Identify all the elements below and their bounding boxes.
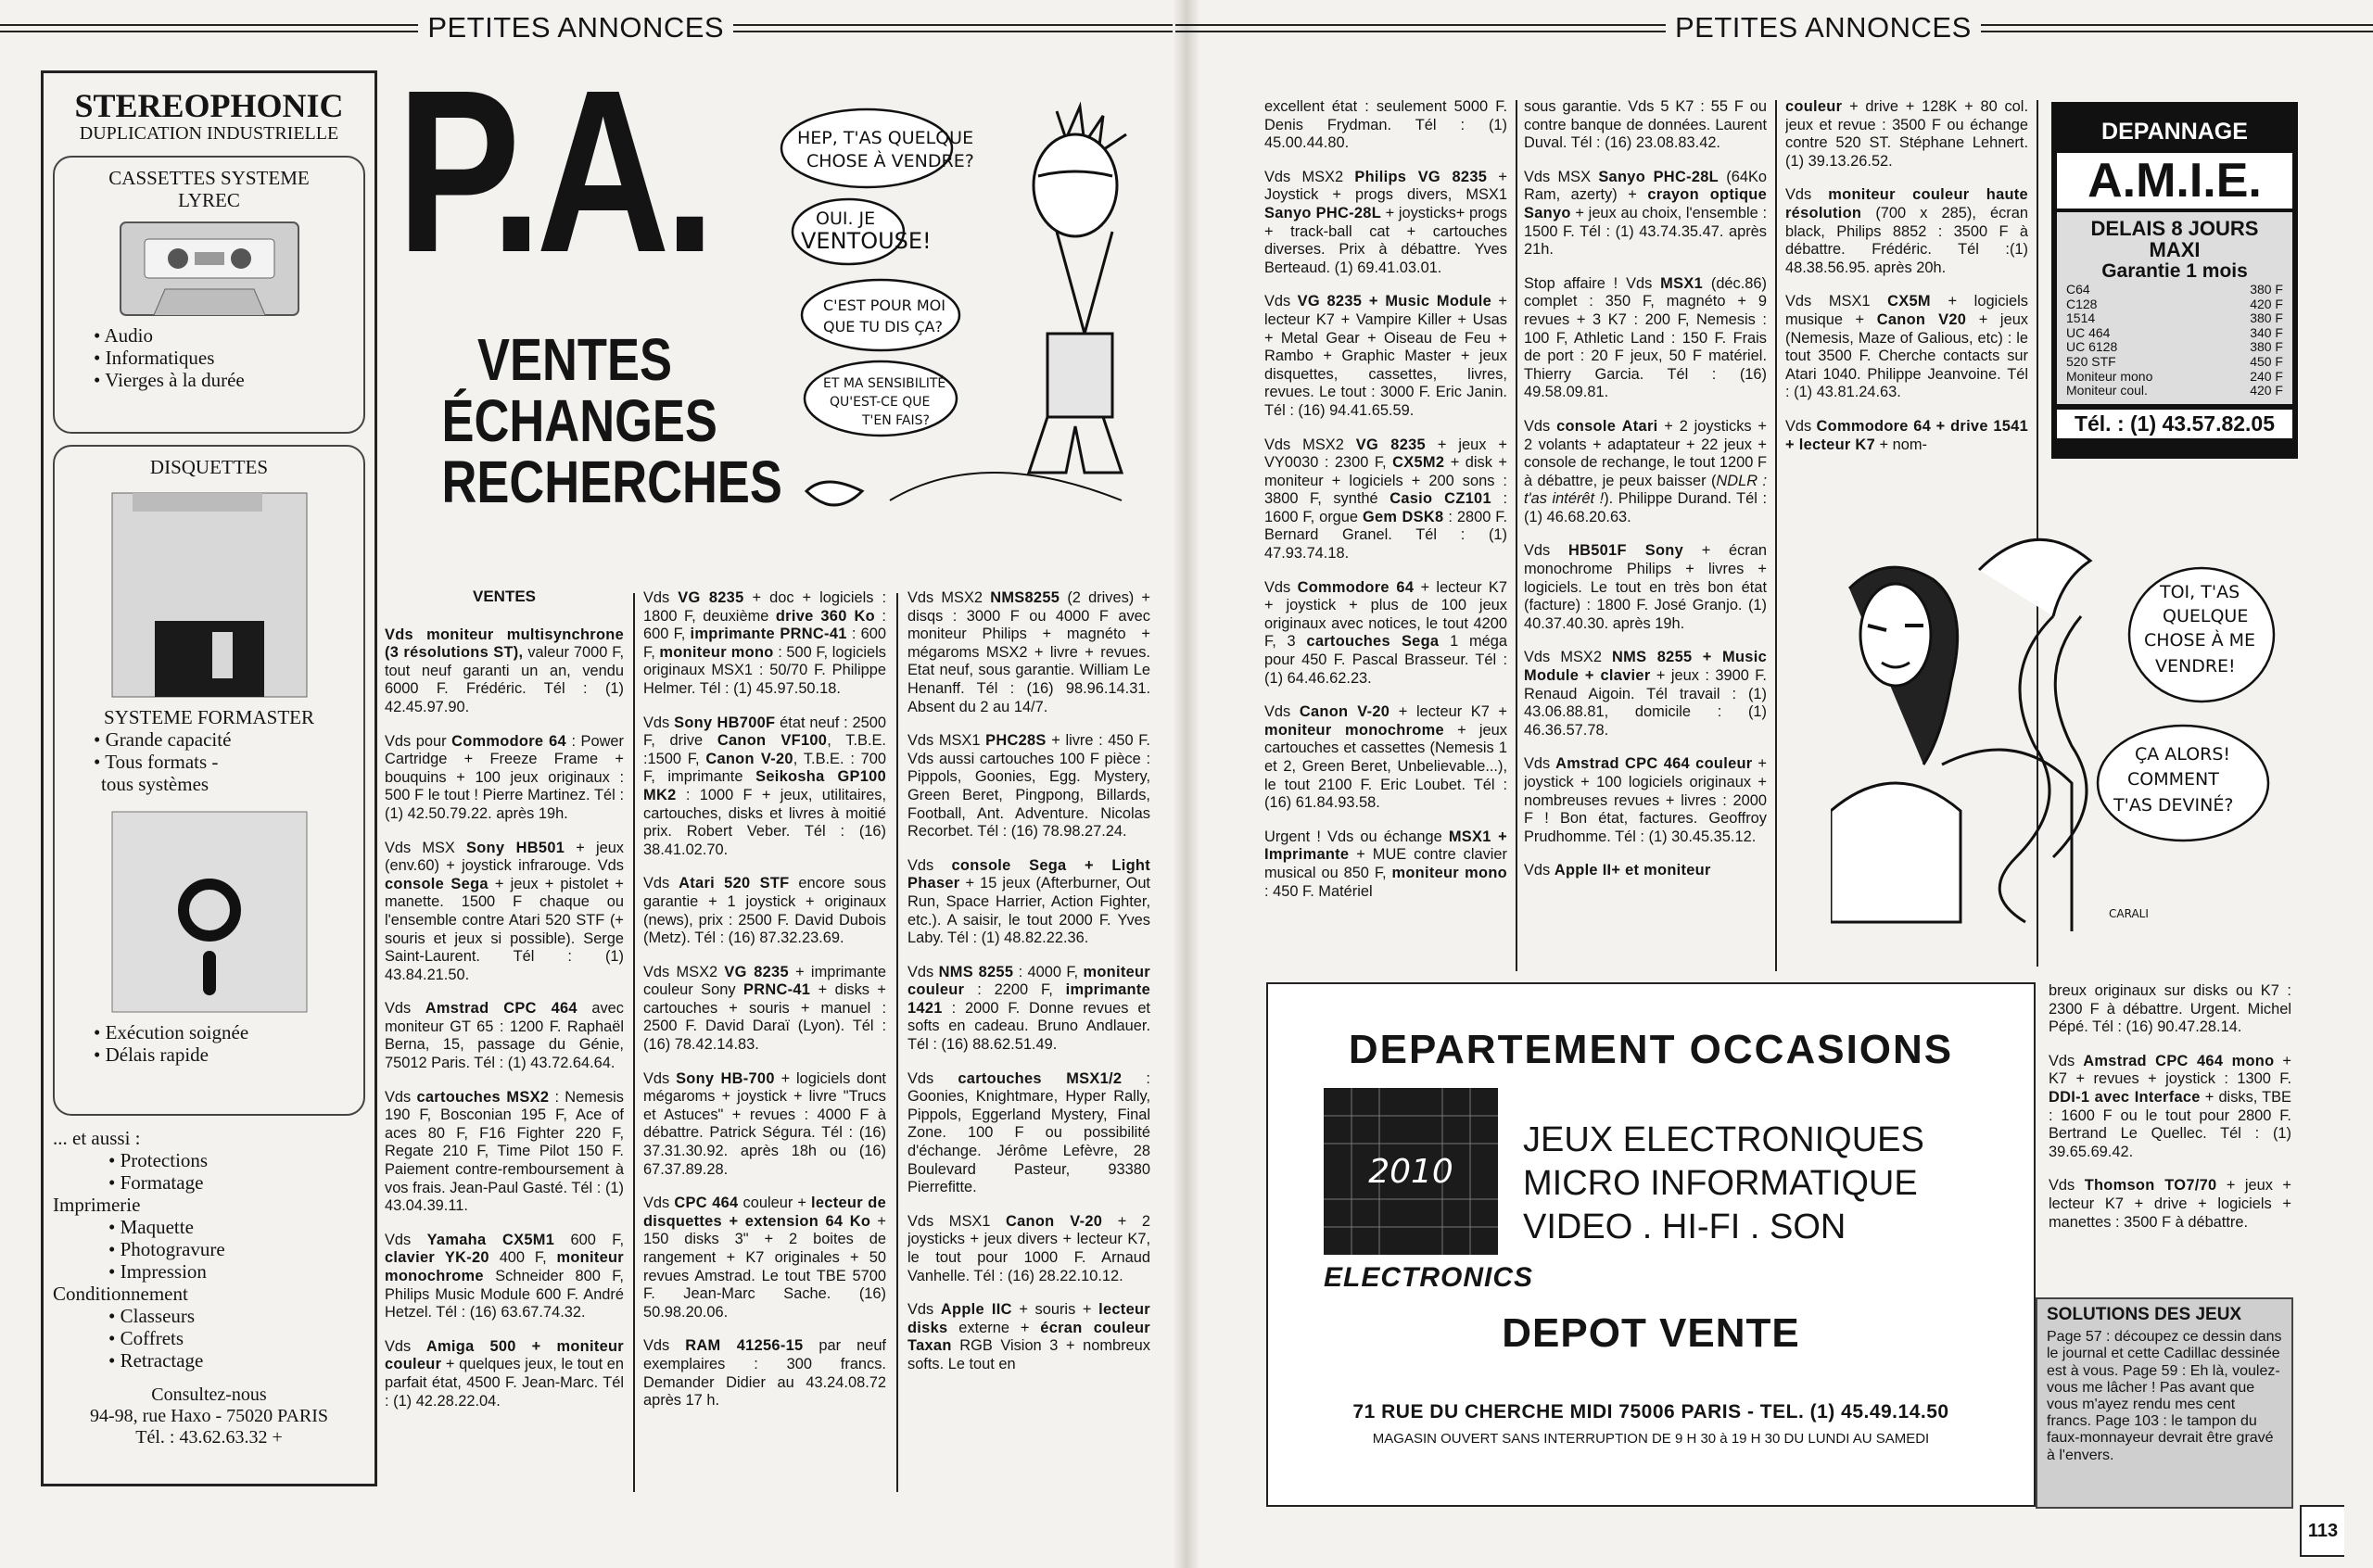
bubble-text: QUE TU DIS ÇA? <box>823 318 943 335</box>
price-value: 420 F <box>2250 383 2283 398</box>
pa-subtitle-line: VENTES <box>477 326 672 393</box>
classified-ad: Vds Thomson TO7/70 + jeux + lecteur K7 + drive + logiciels + manettes : 3500 F à débattre. <box>2049 1177 2291 1231</box>
bubble-text: CHOSE À VENDRE? <box>806 151 974 171</box>
bubble-text: HEP, T'AS QUELQUE <box>797 128 974 148</box>
ventes-heading: VENTES <box>472 588 537 605</box>
page-gutter <box>1173 0 1200 1568</box>
bubble-text: TOI, T'AS <box>2160 582 2240 602</box>
cassette-icon <box>117 217 302 319</box>
price-item: C64 <box>2066 282 2090 297</box>
stereophonic-ad <box>41 70 377 1486</box>
cassette-item: • Audio <box>94 324 153 347</box>
address-line: Tél. : 43.62.63.32 + <box>135 1427 283 1448</box>
cond-item: • Retractage <box>108 1349 204 1372</box>
logo-text: ELECTRONICS <box>1324 1262 1534 1293</box>
classified-ad: Vds cartouches MSX2 : Nemesis 190 F, Bosconian 195 F, Ace of aces 80 F, F16 Fighter 220 F, Regate 210 F, Time Pilot 150 F. Paiement contre-remboursement à vos frais. Jean-Paul Gasté. Tél : (1) 43.04.39.11. <box>385 1088 624 1215</box>
price-row <box>2066 297 2283 312</box>
classified-ad: Vds pour Commodore 64 : Power Cartridge + Freeze Frame + bouquins + 100 jeux originaux : 500 F le tout ! Pierre Martinez. Tél : (1) 42.50.79.22. après 19h. <box>385 732 624 822</box>
exec-item: • Exécution soignée <box>94 1021 249 1043</box>
price-value: 340 F <box>2250 324 2283 340</box>
signature: CARALI <box>2109 907 2149 920</box>
bubble-text: ET MA SENSIBILITÉ <box>823 376 946 391</box>
pa-title: P.A. <box>397 42 710 300</box>
classified-ad: excellent état : seulement 5000 F. Denis Frydman. Tél : (1) 45.00.44.80. <box>1264 98 1507 152</box>
bubble-text: COMMENT <box>2127 769 2219 790</box>
logo-grid-icon <box>1324 1088 1498 1255</box>
classified-ad: Vds VG 8235 + Music Module + lecteur K7 + Vampire Killer + Usas + Metal Gear + Oiseau de Feu + Rambo + Graphic Master + jeux disquettes, cassettes, livres, revues. Le tout : 3000 F. Eric Janin. Tél : (16) 94.41.65.59. <box>1264 293 1507 419</box>
exec-item: • Délais rapide <box>94 1043 209 1066</box>
ads-column-4 <box>1264 98 1507 969</box>
cassettes-title: CASSETTES SYSTEME LYREC <box>108 167 310 211</box>
bubble-text: OUI. JE <box>816 209 876 229</box>
formaster-item: • Grande capacité <box>94 728 232 751</box>
classified-ad: Vds Apple II+ et moniteur <box>1524 862 1711 879</box>
price-item: Moniteur coul. <box>2066 383 2148 398</box>
classified-ad: Vds MSX Sony HB501 + jeux (env.60) + joystick infrarouge. Vds console Sega + jeux + pistolet + manette. 1500 F chaque ou l'ensemble contre Atari 520 STF (+ souris et jeux si possible). Serge Saint-Laurent. Tél : (1) 43.84.21.50. <box>385 839 624 983</box>
price-item: 520 STF <box>2066 353 2116 369</box>
price-value: 240 F <box>2250 368 2283 384</box>
classified-ad: Vds MSX2 NMS 8255 + Music Module + clavier + jeux : 3900 F. Renaud Aigoin. Tél travail : (1) 43.06.88.81, domicile : (1) 46.36.57.78. <box>1524 649 1767 739</box>
price-value: 380 F <box>2250 339 2283 355</box>
price-row <box>2066 326 2283 341</box>
occasions-line: JEUX ELECTRONIQUES <box>1523 1120 1924 1159</box>
classified-ad: Vds Amiga 500 + moniteur couleur + quelques jeux, le tout en parfait état, 4500 F. Jean-Marc. Tél : (1) 42.28.22.04. <box>385 1337 624 1410</box>
price-item: Moniteur mono <box>2066 368 2153 384</box>
column-rule <box>633 593 635 1492</box>
cond-item: • Coffrets <box>108 1327 184 1349</box>
cond-label: Conditionnement <box>53 1283 188 1305</box>
price-row <box>2066 283 2283 297</box>
occasions-address: 71 RUE DU CHERCHE MIDI 75006 PARIS - TEL. (1) 45.49.14.50 <box>1352 1401 1949 1423</box>
price-row <box>2066 340 2283 355</box>
depot-vente: DEPOT VENTE <box>1502 1310 1800 1356</box>
occasions-hours: MAGASIN OUVERT SANS INTERRUPTION DE 9 H 30 à 19 H 30 DU LUNDI AU SAMEDI <box>1372 1431 1930 1447</box>
price-item: 1514 <box>2066 310 2096 326</box>
electronics-logo <box>1324 1088 1498 1255</box>
classified-ad: Vds moniteur couleur haute résolution (700 x 285), écran black, Philips 8852 : 3500 F à débattre. Frédéric. Tél :(1) 48.38.56.95. après 20h. <box>1785 186 2028 276</box>
price-row <box>2066 370 2283 385</box>
classified-ad: Vds MSX1 PHC28S + livre : 450 F. Vds aussi cartouches 100 F pièce : Pippols, Goonies, Egg. Mystery, Green Beret, Pingpong, Billards, Football, Ant. Adventure. Nicolas Recorbet. Tél : (16) 78.98.27.24. <box>907 732 1150 841</box>
classified-ad: Vds NMS 8255 : 4000 F, moniteur couleur : 2200 F, imprimante 1421 : 2000 F. Donne revues et softs en cadeau. Bruno Andlauer. Tél : (16) 88.62.51.49. <box>907 963 1150 1054</box>
brand-name: STEREOPHONIC <box>74 87 344 124</box>
classified-ad: Vds Sony HB700F état neuf : 2500 F, drive Canon VF100, T.B.E. :1500 F, Canon V-20, T.B.E. : 700 F, imprimante Seikosha GP100 MK2 : 1000 F + jeux, utilitaires, cartouches, disks et livres à moitié prix. Robert Veber. Tél : (16) 38.41.02.70. <box>643 714 886 858</box>
amie-ad <box>2051 102 2298 459</box>
bubble-text: CHOSE À ME <box>2144 630 2256 651</box>
classified-ad: sous garantie. Vds 5 K7 : 55 F ou contre banque de données. Laurent Duval. Tél : (16) 23.08.83.42. <box>1524 98 1767 152</box>
cassette-item: • Informatiques <box>94 347 215 369</box>
bubble-text: C'EST POUR MOI <box>823 297 945 314</box>
ads-column-5 <box>1524 98 1767 969</box>
classified-ad: Stop affaire ! Vds MSX1 (déc.86) complet : 350 F, magnéto + 9 revues + 3 K7 : 200 F, Nemesis : 100 F, Athletic Land : 150 F. Frais de port : 20 F jeux, 50 F matériel. Thierry Garcia. Tél : (16) 49.58.09.81. <box>1524 274 1767 401</box>
aussi-label: ... et aussi : <box>53 1127 141 1149</box>
cond-item: • Classeurs <box>108 1305 196 1327</box>
pa-subtitle <box>441 326 782 515</box>
classified-ad: Urgent ! Vds ou échange MSX1 + Imprimante + MUE contre clavier musical ou 850 F, moniteur mono : 450 F. Matériel <box>1264 828 1507 900</box>
bubble-text: ÇA ALORS! <box>2135 744 2231 765</box>
classified-ad: Vds RAM 41256-15 par neuf exemplaires : 300 francs. Demander Didier au 43.24.08.72 après 17 h. <box>643 1337 886 1410</box>
pa-subtitle-line: RECHERCHES <box>441 449 782 515</box>
amie-maxi: MAXI <box>2149 238 2201 261</box>
price-value: 450 F <box>2250 353 2283 369</box>
aussi-item: • Protections <box>108 1149 209 1171</box>
aussi-item: • Formatage <box>108 1171 204 1194</box>
page-number: 113 <box>2300 1505 2344 1557</box>
classified-ad: Vds Atari 520 STF encore sous garantie + 1 joystick + originaux (news), prix : 2500 F. David Dubois (Metz). Tél : (16) 87.32.23.69. <box>643 875 886 947</box>
price-value: 380 F <box>2250 310 2283 326</box>
solutions-title: SOLUTIONS DES JEUX <box>2047 1305 2242 1324</box>
floppy-disk-icon <box>110 491 309 699</box>
bubble-text: QUELQUE <box>2163 606 2249 626</box>
bubble-text: VENTOUSE! <box>801 228 932 254</box>
cartoon-snake-illustration <box>1831 533 2285 931</box>
amie-name: A.M.I.E. <box>2057 153 2292 209</box>
solutions-text: Page 57 : découpez ce dessin dans le journal et cette Cadillac dessinée est à vous. Page 59 : Eh là, voulez-vous me lâcher ! Pas avant que vous m'ayez rendu mes cent francs. Page 103 : le tampon du faux-monnayeur devrait être gravé à l'envers. <box>2047 1329 2282 1463</box>
header-title: PETITES ANNONCES <box>1675 11 1972 44</box>
ads-column-3 <box>907 589 1150 1495</box>
imprimerie-item: • Maquette <box>108 1216 194 1238</box>
classified-ad: Vds MSX2 Philips VG 8235 + Joystick + progs divers, MSX1 Sanyo PHC-28L + joysticks+ progs + track-ball cat + cartouches diverses. Prix à débattre. Yves Berteaud. (1) 69.41.03.01. <box>1264 168 1507 276</box>
classified-ad: Vds Canon V-20 + lecteur K7 + moniteur monochrome + jeux cartouches et cassettes (Nemesis 1 et 2, Green Beret, Unbelievable...), le tout 2100 F. Eric Loubet. Tél : (16) 61.84.93.58. <box>1264 703 1507 812</box>
amie-title: DEPANNAGE <box>2101 119 2248 145</box>
brand-subtitle: DUPLICATION INDUSTRIELLE <box>79 123 339 144</box>
classified-ad: Vds console Atari + 2 joysticks + 2 volants + adaptateur + 22 jeux + console de rechange, le tout 1200 F à débattre, je peux baisser (NDLR : t'as intérêt !). Philippe Durand. Tél : (1) 46.68.20.63. <box>1524 417 1767 525</box>
amie-price-box <box>2057 212 2292 404</box>
classified-ad: Vds MSX1 Canon V-20 + 2 joysticks + jeux divers + lecteur K7, le tout pour 1000 F. Arnaud Vanhelle. Tél : (16) 28.22.10.12. <box>907 1212 1150 1284</box>
bubble-text: VENDRE! <box>2155 656 2236 677</box>
occasions-ad <box>1266 982 2036 1507</box>
amie-price-list <box>2066 283 2283 398</box>
classified-ad: Vds Apple IIC + souris + lecteur disks externe + écran couleur Taxan RGB Vision 3 + nombreux softs. Le tout en <box>907 1301 1150 1372</box>
ads-column-6 <box>1785 98 2028 487</box>
ads-column-2 <box>643 589 886 1495</box>
disquettes-title: DISQUETTES <box>149 456 269 478</box>
cassette-item: • Vierges à la durée <box>94 369 245 391</box>
formaster-item: tous systèmes <box>101 773 209 795</box>
ads-column-7 <box>2049 982 2291 1288</box>
solutions-box <box>2036 1297 2293 1509</box>
classified-ad: Vds MSX1 CX5M + logiciels musique + Canon V20 + jeux (Nemesis, Maze of Galious, etc) : le tout 3500 F. Cherche contacts sur Atari 1040. Philippe Jeanvoine. Tél : (1) 43.81.24.63. <box>1785 293 2028 401</box>
header-title: PETITES ANNONCES <box>427 11 725 44</box>
classified-ad: Vds moniteur multisynchrone (3 résolutions ST), valeur 7000 F, tout neuf garanti un an, vendu 6000 F. Frédéric. Tél : (1) 42.45.97.90. <box>385 626 624 715</box>
classified-ad: Vds Commodore 64 + drive 1541 + lecteur K7 + nom- <box>1785 417 2028 453</box>
classified-ad: Vds CPC 464 couleur + lecteur de disquettes + extension 64 Ko + 150 disks 3" + 2 boites de rangement + K7 originales + 50 revues Amstrad. Le tout TBE 5700 F. Jean-Marc Sache. (16) 50.98.20.06. <box>643 1195 886 1321</box>
column-rule <box>1516 100 1517 971</box>
classified-ad: Vds HB501F Sony + écran monochrome Philips + livres + logiciels. Le tout en très bon état (facture) : 1800 F. José Granjo. (1) 40.37.40.30. après 19h. <box>1524 542 1767 632</box>
disquettes-card <box>53 445 365 1116</box>
cassettes-card <box>53 156 365 434</box>
price-row <box>2066 355 2283 370</box>
classified-ad: Vds console Sega + Light Phaser + 15 jeux (Afterburner, Out Run, Space Harrier, Action Fighter, etc.). A saisir, le tout 2000 F. Yves Laby. Tél : (1) 48.82.22.36. <box>907 856 1150 947</box>
address-line: Consultez-nous <box>151 1385 267 1405</box>
price-item: C128 <box>2066 296 2098 311</box>
imprimerie-item: • Photogravure <box>108 1238 225 1260</box>
cartoon-punk-illustration <box>779 93 1149 556</box>
formaster-title: SYSTEME FORMASTER <box>104 706 314 728</box>
occasions-line: MICRO INFORMATIQUE <box>1523 1164 1918 1203</box>
bubble-text: T'EN FAIS? <box>862 413 930 428</box>
imprimerie-item: • Impression <box>108 1260 207 1283</box>
amie-garantie: Garantie 1 mois <box>2101 260 2248 282</box>
formaster-item: • Tous formats - <box>94 751 219 773</box>
classified-ad: Vds Amstrad CPC 464 couleur + joystick + 100 logiciels originaux + nombreuses revues + livres : 2000 F ! Bon état, factures. Geoffroy Prudhomme. Tél : (1) 30.45.35.12. <box>1524 755 1767 845</box>
ads-column-1 <box>385 582 624 1495</box>
amie-phone: Tél. : (1) 43.57.82.05 <box>2057 410 2292 438</box>
bubble-text: T'AS DEVINÉ? <box>2113 795 2234 816</box>
classified-ad: Vds Sony HB-700 + logiciels dont mégaroms + joystick + livre "Trucs et Astuces" + revues : 4000 F à débattre. Patrick Ségura. Tél : (16) 37.31.30.92. après 18h ou (16) 67.37.89.28. <box>643 1069 886 1178</box>
bubble-text: QU'EST-CE QUE <box>830 395 931 410</box>
address-line: 94-98, rue Haxo - 75020 PARIS <box>89 1406 329 1426</box>
classified-ad: Vds Amstrad CPC 464 mono + K7 + revues + joystick : 1300 F. DDI-1 avec Interface + disks, TBE : 1600 F ou le tout pour 2800 F. Bertrand Le Quellec. Tél : (1) 39.65.69.42. <box>2049 1052 2291 1160</box>
price-item: UC 464 <box>2066 324 2111 340</box>
amie-delais: DELAIS 8 JOURS <box>2090 217 2259 240</box>
occasions-title: DEPARTEMENT OCCASIONS <box>1348 1027 1954 1072</box>
classified-ad: Vds VG 8235 + doc + logiciels : 1800 F, deuxième drive 360 Ko : 600 F, imprimante PRNC-41 : 600 F, moniteur mono : 500 F, logiciels originaux MSX1 : 50/70 F. Philippe Helmer. Tél : (1) 45.97.50.18. <box>643 589 886 697</box>
classified-ad: Vds Amstrad CPC 464 avec moniteur GT 65 : 1200 F. Raphaël Berna, 15, passage du Génie, 75012 Paris. Tél : (1) 43.72.64.64. <box>385 1000 624 1072</box>
classified-ad: Vds cartouches MSX1/2 : Goonies, Knightmare, Hyper Rally, Pippols, Eggerland Mystery, Final Zone. 100 F ou possibilité d'échange. Jérôme Lefèvre, 28 Boulevard Pasteur, 93380 Pierrefitte. <box>907 1069 1150 1196</box>
classified-ad: breux originaux sur disks ou K7 : 2300 F à débattre. Urgent. Michel Pépé. Tél : (16) 90.47.28.14. <box>2049 982 2291 1036</box>
price-value: 420 F <box>2250 296 2283 311</box>
classified-ad: Vds MSX Sanyo PHC-28L (64Ko Ram, azerty) + crayon optique Sanyo + jeux au choix, l'ensemble : 1500 F. Tél : (1) 43.74.35.47. après 21h. <box>1524 168 1767 259</box>
occasions-line: VIDEO . HI-FI . SON <box>1523 1208 1846 1246</box>
price-row <box>2066 311 2283 326</box>
price-value: 380 F <box>2250 282 2283 297</box>
classified-ad: Vds Yamaha CX5M1 600 F, clavier YK-20 400 F, moniteur monochrome Schneider 800 F, Philips Music Module 600 F. André Hetzel. Tél : (16) 63.67.74.32. <box>385 1231 624 1321</box>
classified-ad: Vds Commodore 64 + lecteur K7 + joystick + plus de 100 jeux originaux avec notices, le tout 4200 F, 3 cartouches Sega 1 méga pour 450 F. Pascal Brasseur. Tél : (1) 64.46.62.23. <box>1264 578 1507 687</box>
classified-ad: Vds MSX2 NMS8255 (2 drives) + disqs : 3000 F ou 4000 F avec moniteur Philips + magnéto + mégaroms MSX2 + livre + revues. Etat neuf, sous garantie. William Le Henanff. Tél : (16) 98.96.14.31. Absent du 2 au 14/7. <box>907 589 1150 715</box>
price-item: UC 6128 <box>2066 339 2118 355</box>
logo-number: 2010 <box>1368 1153 1453 1191</box>
classified-ad: couleur + drive + 128K + 80 col. jeux et revue : 3500 F ou échange contre 520 ST. Stéphane Lehnert. (1) 39.13.26.52. <box>1785 98 2028 170</box>
classified-ad: Vds MSX2 VG 8235 + imprimante couleur Sony PRNC-41 + disks + cartouches + souris + manuel : 2500 F. David Daraï (Lyon). Tél : (16) 78.42.14.83. <box>643 963 886 1054</box>
price-row <box>2066 384 2283 398</box>
floppy-disk-large-icon <box>110 810 309 1014</box>
column-rule <box>896 593 898 1492</box>
right-header <box>1175 7 2373 48</box>
occasions-lines <box>1523 1119 1924 1249</box>
classified-ad: Vds MSX2 VG 8235 + jeux + VY0030 : 2300 F, CX5M2 + disk + moniteur + logiciels + 200 sons : 3800 F, synthé Casio CZ101 : 1600 F, orgue Gem DSK8 : 2800 F. Bernard Granel. Tél : (1) 47.93.74.18. <box>1264 436 1507 563</box>
imprimerie-label: Imprimerie <box>53 1194 141 1216</box>
pa-subtitle-line: ÉCHANGES <box>441 387 717 454</box>
column-rule <box>1775 100 1777 971</box>
